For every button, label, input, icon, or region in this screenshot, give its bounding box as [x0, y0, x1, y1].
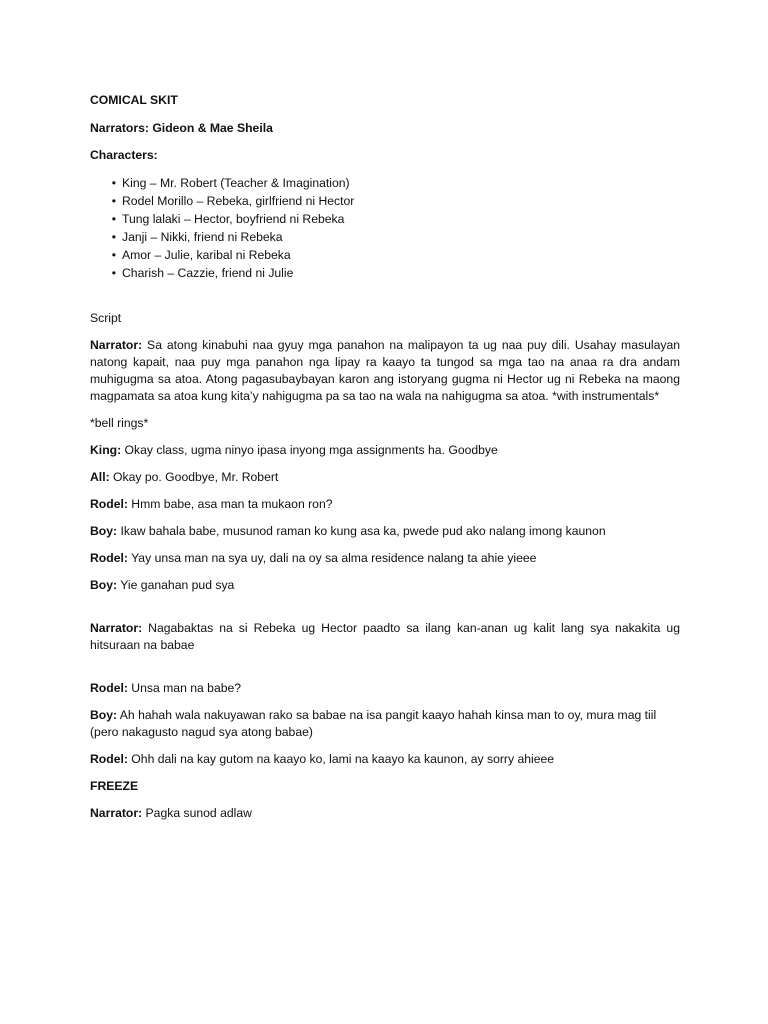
dialogue-text: Ikaw bahala babe, musunod raman ko kung asa ka, pwede pud ako nalang imong kaunon — [117, 524, 606, 538]
dialogue-text: Ah hahah wala nakuyawan rako sa babae na isa pangit kaayo hahah kinsa man to oy, mura mag tiil (pero nakagusto nagud sya atong babae) — [90, 708, 657, 739]
dialogue-text: Hmm babe, asa man ta mukaon ron? — [127, 497, 333, 511]
script-line — [90, 523, 680, 540]
speaker-label: Rodel: — [90, 681, 128, 695]
bullet-icon: • — [111, 176, 116, 190]
characters-label: Characters: — [90, 148, 158, 162]
script-heading: Script — [90, 311, 122, 325]
dialogue-text: Unsa man na babe? — [127, 681, 242, 695]
character-item — [90, 228, 680, 246]
script-line — [90, 415, 680, 432]
dialogue-text: Sa atong kinabuhi naa gyuy mga panahon na malipayon ta ug naa puy dili. Usahay masulayan natong kapait, naa puy mga panahon nga lipay ra kaayo ta tungod sa mga tao na anaa ra dra andam muhigugma sa atoa. Atong pagasubaybayan karon ang istoryang gugma ni Hector ug ni Rebeka na maong magpamata sa atoa kung kita’y nahigugma pa sa tao na wala na nahigugma sa atoa. *with instrumentals* — [90, 338, 680, 403]
dialogue-text: Yay unsa man na sya uy, dali na oy sa alma residence nalang ta ahie yieee — [127, 551, 537, 565]
speaker-label: Boy: — [90, 708, 118, 722]
speaker-label: King: — [90, 443, 122, 457]
character-text: Janji – Nikki, friend ni Rebeka — [122, 230, 283, 244]
character-item — [90, 210, 680, 228]
character-item — [90, 246, 680, 264]
script-line — [90, 496, 680, 513]
character-item — [90, 174, 680, 192]
script-line — [90, 442, 680, 459]
speaker-label: Boy: — [90, 578, 118, 592]
script-line — [90, 778, 680, 795]
bullet-icon: • — [111, 212, 116, 226]
document-body — [90, 92, 680, 832]
dialogue-text: Ohh dali na kay gutom na kaayo ko, lami na kaayo ka kaunon, ay sorry ahieee — [127, 752, 555, 766]
character-item — [90, 192, 680, 210]
script-line — [90, 337, 680, 405]
character-text: Rodel Morillo – Rebeka, girlfriend ni Hector — [122, 194, 355, 208]
script-line — [90, 805, 680, 822]
characters-heading — [90, 147, 680, 164]
dialogue-text: Pagka sunod adlaw — [142, 806, 252, 820]
narrators-value: Gideon & Mae Sheila — [152, 121, 273, 135]
doc-title: COMICAL SKIT — [90, 93, 178, 107]
speaker-label: Rodel: — [90, 752, 128, 766]
script-line — [90, 751, 680, 768]
dialogue-text: Okay class, ugma ninyo ipasa inyong mga assignments ha. Goodbye — [121, 443, 498, 457]
character-text: Amor – Julie, karibal ni Rebeka — [122, 248, 291, 262]
character-text: King – Mr. Robert (Teacher & Imagination) — [122, 176, 350, 190]
bullet-icon: • — [111, 194, 116, 208]
speaker-label: Narrator: — [90, 621, 143, 635]
script-line — [90, 469, 680, 486]
speaker-label: Rodel: — [90, 551, 128, 565]
bullet-icon: • — [111, 230, 116, 244]
speaker-label: Boy: — [90, 524, 118, 538]
bullet-icon: • — [111, 266, 116, 280]
script-line — [90, 577, 680, 594]
narrators-label: Narrators: — [90, 121, 149, 135]
characters-list — [90, 174, 680, 282]
freeze-cue: FREEZE — [90, 779, 139, 793]
character-item — [90, 264, 680, 282]
character-text: Charish – Cazzie, friend ni Julie — [122, 266, 294, 280]
dialogue-text: Okay po. Goodbye, Mr. Robert — [109, 470, 279, 484]
script-line — [90, 680, 680, 697]
speaker-label: Rodel: — [90, 497, 128, 511]
script-line — [90, 620, 680, 654]
stage-direction: *bell rings* — [90, 416, 149, 430]
script-line — [90, 707, 680, 741]
speaker-label: Narrator: — [90, 806, 143, 820]
speaker-label: All: — [90, 470, 110, 484]
bullet-icon: • — [111, 248, 116, 262]
script-line — [90, 550, 680, 567]
dialogue-text: Yie ganahan pud sya — [117, 578, 235, 592]
speaker-label: Narrator: — [90, 338, 143, 352]
dialogue-text: Nagabaktas na si Rebeka ug Hector paadto sa ilang kan-anan ug kalit lang sya nakakita ug hitsuraan na babae — [90, 621, 680, 652]
narrators-line — [90, 120, 680, 137]
character-text: Tung lalaki – Hector, boyfriend ni Rebeka — [122, 212, 345, 226]
